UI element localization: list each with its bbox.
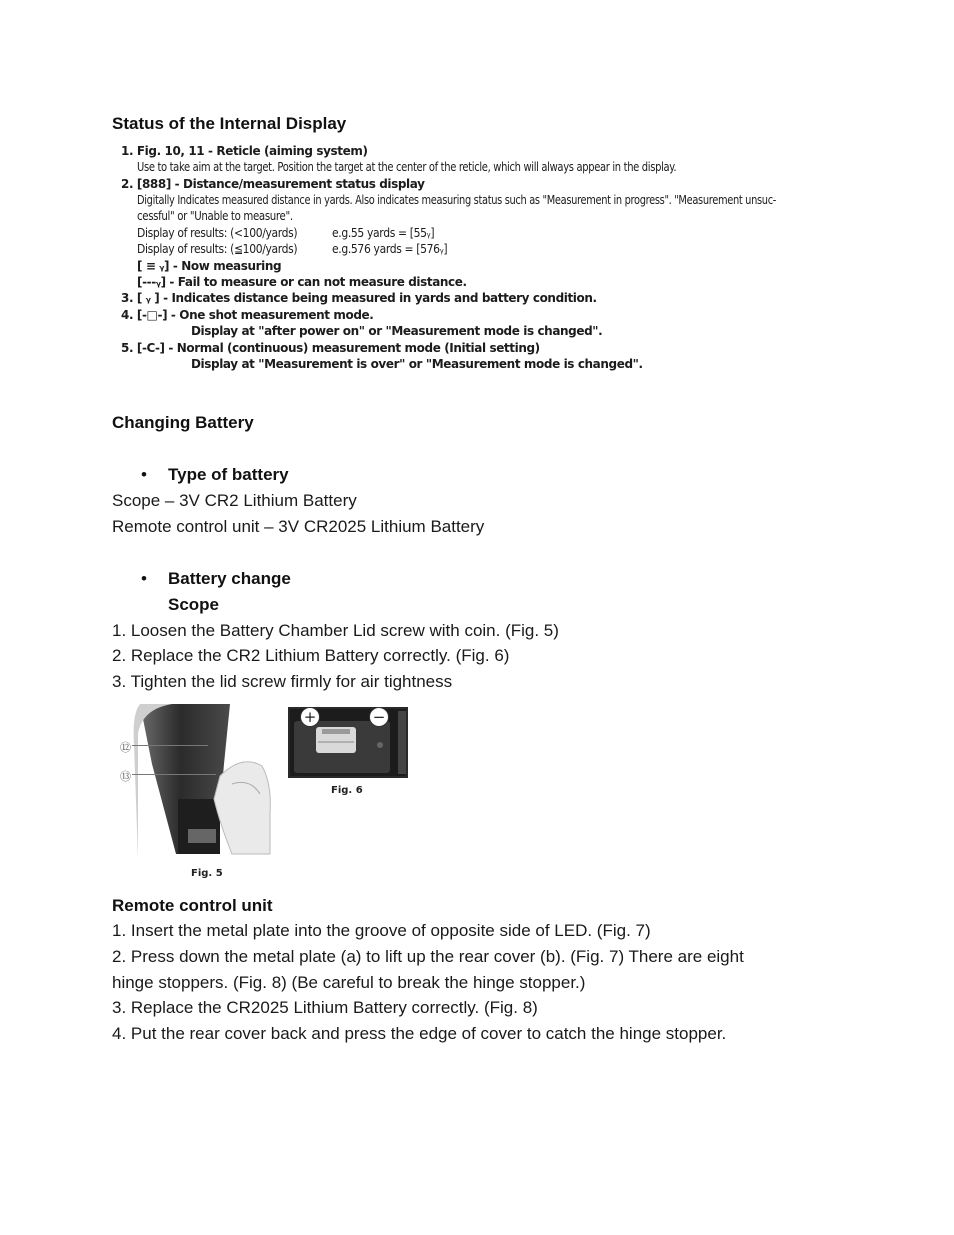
remote-step-1: 1. Insert the metal plate into the groove of opposite side of LED. (Fig. 7) — [112, 921, 651, 940]
fig5-caption: Fig. 5 — [191, 868, 223, 879]
remote-step-4: 4. Put the rear cover back and press the edge of cover to catch the hinge stopper. — [112, 1024, 727, 1043]
battery-change-bullet: Battery change — [168, 569, 291, 588]
status-item-5-title: 5. [-С-] - Normal (continuous) measurement mode (Initial setting) — [121, 341, 540, 355]
status-item-2-body-line2: cessful" or "Unable to measure". — [137, 209, 293, 223]
scope-battery-chamber-illustration — [112, 704, 274, 864]
fig6-caption: Fig. 6 — [331, 785, 363, 796]
plus-terminal-icon: + — [300, 707, 320, 727]
scope-step-2: 2. Replace the CR2 Lithium Battery correctly. (Fig. 6) — [112, 646, 510, 665]
scope-subheading: Scope — [168, 595, 220, 614]
status-item-4-body: Display at "after power on" or "Measurement mode is changed". — [191, 324, 603, 338]
minus-terminal-icon: − — [369, 707, 389, 727]
display-results-under-100: Display of results: (<100/yards) — [137, 226, 298, 240]
callout-12-leader — [132, 745, 208, 746]
status-heading: Status of the Internal Display — [112, 114, 347, 133]
scope-battery-text: Scope – 3V CR2 Lithium Battery — [112, 491, 357, 510]
callout-13: ⑬ — [120, 770, 131, 783]
example-55-yards: e.g.55 yards = [55ᵧ] — [332, 226, 435, 240]
remote-battery-text: Remote control unit – 3V CR2025 Lithium Battery — [112, 517, 485, 536]
fig5-photo — [112, 704, 274, 864]
status-item-4-title: 4. [-□-] - One shot measurement mode. — [121, 308, 374, 322]
scope-step-1: 1. Loosen the Battery Chamber Lid screw with coin. (Fig. 5) — [112, 621, 559, 640]
remote-step-3: 3. Replace the CR2025 Lithium Battery correctly. (Fig. 8) — [112, 998, 538, 1017]
callout-13-leader — [132, 774, 216, 775]
bullet-dot: • — [141, 465, 147, 484]
fail-to-measure: [---ᵧ] - Fail to measure or can not measure distance. — [137, 275, 467, 289]
status-item-3-title: 3. [ ᵧ ] - Indicates distance being measured in yards and battery condition. — [121, 291, 597, 305]
status-item-1-body: Use to take aim at the target. Position the target at the center of the reticle, which will always appear in the display. — [137, 160, 677, 174]
status-item-5-body: Display at "Measurement is over" or "Measurement mode is changed". — [191, 357, 643, 371]
status-item-1-title: 1. Fig. 10, 11 - Reticle (aiming system) — [121, 144, 368, 158]
battery-heading: Changing Battery — [112, 413, 254, 432]
display-results-over-100: Display of results: (≦100/yards) — [137, 242, 298, 256]
type-of-battery-bullet: Type of battery — [168, 465, 289, 484]
status-item-2-title: 2. [888] - Distance/measurement status display — [121, 177, 425, 191]
bullet-dot: • — [141, 569, 147, 588]
example-576-yards: e.g.576 yards = [576ᵧ] — [332, 242, 448, 256]
remote-heading: Remote control unit — [112, 896, 273, 915]
remote-step-2-continued: hinge stoppers. (Fig. 8) (Be careful to break the hinge stopper.) — [112, 973, 586, 992]
remote-step-2: 2. Press down the metal plate (a) to lift up the rear cover (b). (Fig. 7) There are eight — [112, 947, 744, 966]
callout-12: ⑫ — [120, 741, 131, 754]
status-item-2-body-line1: Digitally Indicates measured distance in yards. Also indicates measuring status such as "Measurement in progress". "Measurement unsuc- — [137, 193, 777, 207]
scope-step-3: 3. Tighten the lid screw firmly for air tightness — [112, 672, 453, 691]
now-measuring: [ ≡ ᵧ] - Now measuring — [137, 259, 282, 273]
